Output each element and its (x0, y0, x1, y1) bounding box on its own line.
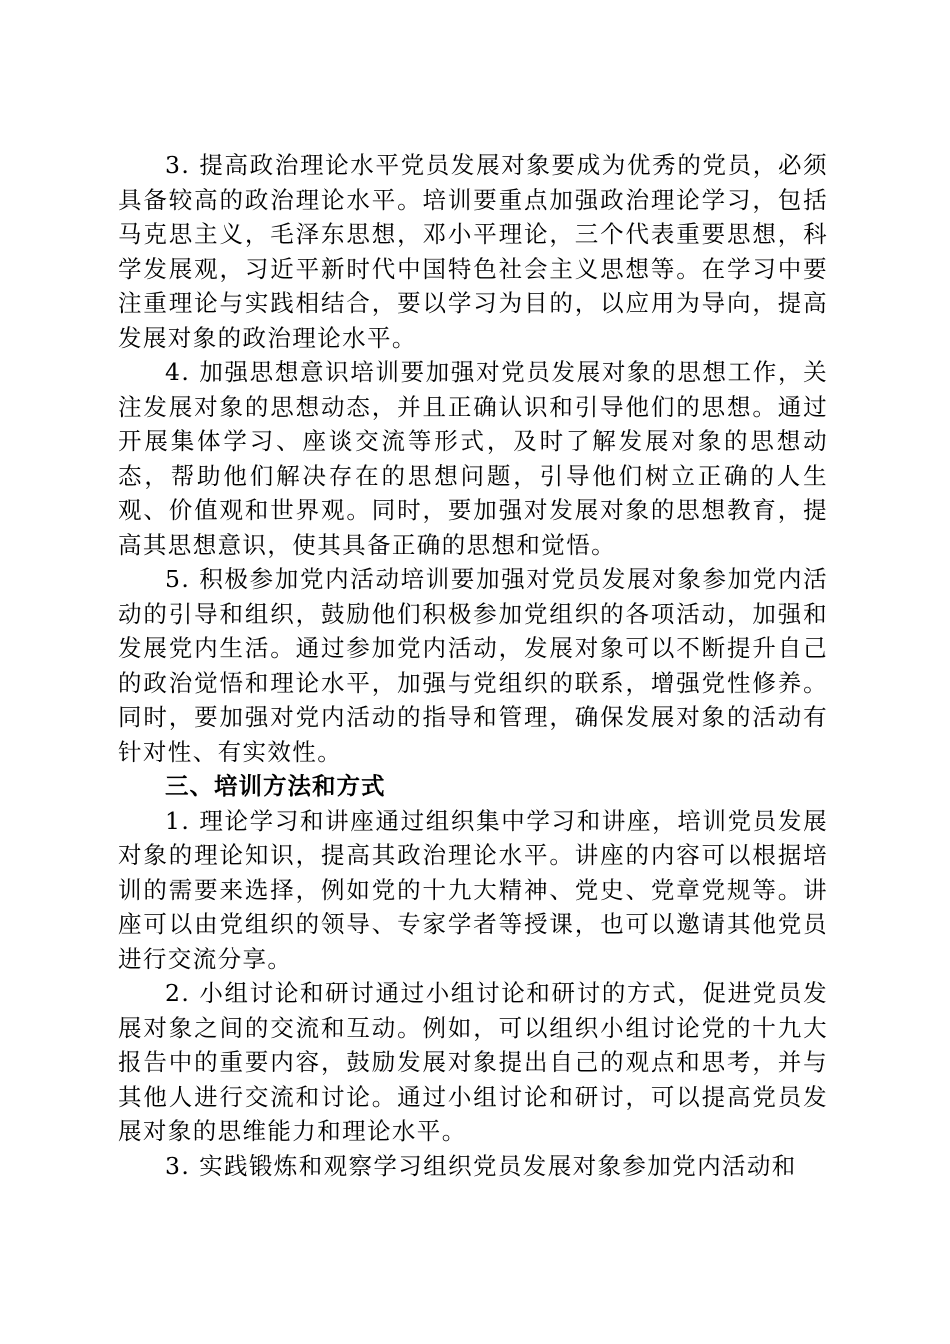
paragraph-ideological-awareness: 4. 加强思想意识培训要加强对党员发展对象的思想工作，关注发展对象的思想动态，并且正确认识和引导他们的思想。通过开展集体学习、座谈交流等形式，及时了解发展对象的思想动态，帮助他们解决存在的思想问题，引导他们树立正确的人生观、价值观和世界观。同时，要加强对发展对象的思想教育，提高其思想意识，使其具备正确的思想和觉悟。 (118, 358, 828, 559)
document-body (118, 148, 828, 1183)
paragraph-practice-observation: 3. 实践锻炼和观察学习组织党员发展对象参加党内活动和 (165, 1151, 797, 1180)
section-heading-training-methods: 三、培训方法和方式 (165, 772, 386, 800)
paragraph-party-activities: 5. 积极参加党内活动培训要加强对党员发展对象参加党内活动的引导和组织，鼓励他们积极参加党组织的各项活动，加强和发展党内生活。通过参加党内活动，发展对象可以不断提升自己的政治觉悟和理论水平，加强与党组织的联系，增强党性修养。同时，要加强对党内活动的指导和管理，确保发展对象的活动有针对性、有实效性。 (118, 565, 828, 766)
paragraph-theory-lectures: 1. 理论学习和讲座通过组织集中学习和讲座，培训党员发展对象的理论知识，提高其政治理论水平。讲座的内容可以根据培训的需要来选择，例如党的十九大精神、党史、党章党规等。讲座可以由党组织的领导、专家学者等授课，也可以邀请其他党员进行交流分享。 (118, 806, 828, 973)
paragraph-group-discussion: 2. 小组讨论和研讨通过小组讨论和研讨的方式，促进党员发展对象之间的交流和互动。例如，可以组织小组讨论党的十九大报告中的重要内容，鼓励发展对象提出自己的观点和思考，并与其他人进行交流和讨论。通过小组讨论和研讨，可以提高党员发展对象的思维能力和理论水平。 (118, 979, 828, 1145)
paragraph-political-theory: 3. 提高政治理论水平党员发展对象要成为优秀的党员，必须具备较高的政治理论水平。培训要重点加强政治理论学习，包括马克思主义，毛泽东思想，邓小平理论，三个代表重要思想，科学发展观，习近平新时代中国特色社会主义思想等。在学习中要注重理论与实践相结合，要以学习为目的，以应用为导向，提高发展对象的政治理论水平。 (118, 151, 828, 352)
